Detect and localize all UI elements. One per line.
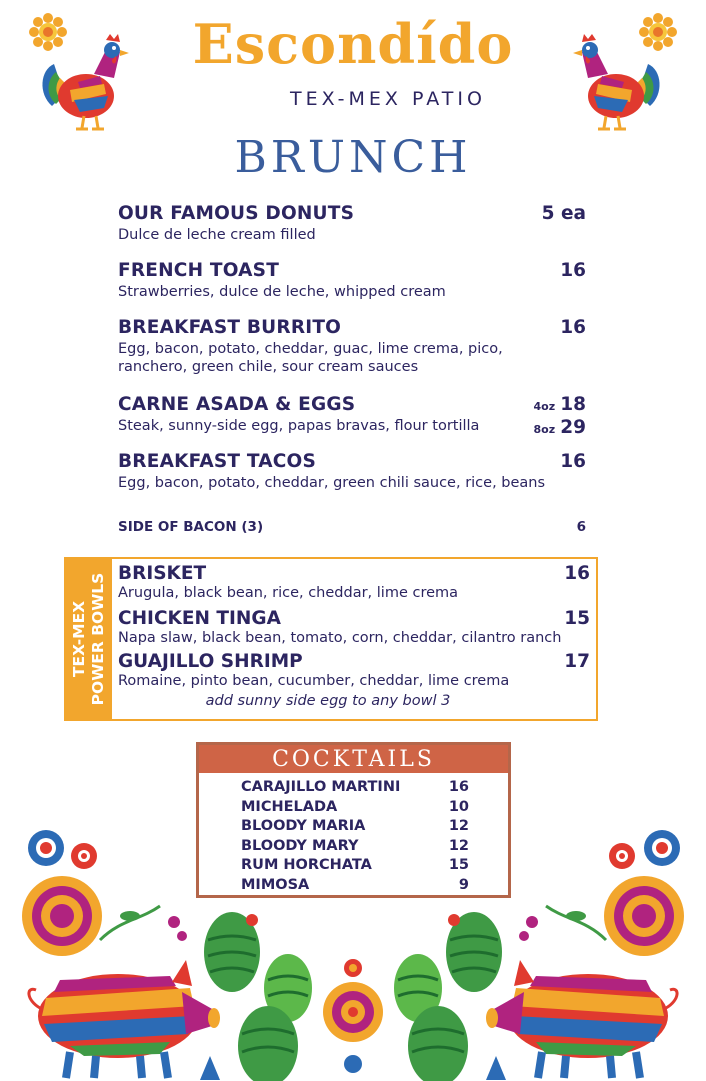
bowl-note: add sunny side egg to any bowl 3 xyxy=(205,693,451,709)
cocktail-item xyxy=(241,778,469,798)
bowl-price: 16 xyxy=(564,563,590,584)
item-price: 5 ea xyxy=(541,203,586,224)
tab-line: POWER BOWLS xyxy=(89,572,107,706)
bowl-description: Arugula, black bean, rice, cheddar, lime crema xyxy=(118,585,459,601)
menu-item xyxy=(118,451,588,492)
cocktail-price: 12 xyxy=(448,837,469,854)
size-prices xyxy=(534,394,586,440)
bowl-item xyxy=(118,651,590,689)
item-name: BREAKFAST BURRITO xyxy=(118,317,342,338)
size-option xyxy=(534,417,586,440)
cocktails-title: COCKTAILS xyxy=(199,745,508,773)
size-price: 29 xyxy=(560,417,586,438)
item-description: Egg, bacon, potato, cheddar, green chili sauce, rice, beans xyxy=(118,475,546,491)
side-item xyxy=(118,519,588,535)
item-price: 16 xyxy=(560,317,586,338)
cocktail-price: 15 xyxy=(448,857,469,874)
size-label: 8oz xyxy=(533,423,556,436)
rooster-icon xyxy=(34,34,130,132)
cocktail-name: MICHELADA xyxy=(241,798,338,815)
page-title: BRUNCH xyxy=(234,132,472,183)
cocktail-item xyxy=(241,856,469,876)
pig-icon xyxy=(29,960,220,1078)
bowl-description: Napa slaw, black bean, tomato, corn, cheddar, cilantro ranch xyxy=(118,630,562,646)
menu-item xyxy=(118,317,588,376)
bowl-name: BRISKET xyxy=(118,563,207,584)
flower-icon xyxy=(638,12,678,52)
power-bowls-label xyxy=(70,573,108,706)
bowl-price: 17 xyxy=(564,651,590,672)
item-description: Egg, bacon, potato, cheddar, guac, lime crema, pico, ranchero, green chile, sour cream sauces xyxy=(118,341,503,375)
cactus-icon xyxy=(394,912,502,1081)
logo xyxy=(172,12,534,110)
flower-icon xyxy=(71,843,97,869)
logo-subtitle: TEX-MEX PATIO xyxy=(290,88,486,110)
menu-item xyxy=(118,394,588,438)
pig-icon xyxy=(486,960,677,1078)
item-name: BREAKFAST TACOS xyxy=(118,451,316,472)
cocktail-item xyxy=(241,837,469,857)
flower-icon xyxy=(609,843,635,869)
item-name: OUR FAMOUS DONUTS xyxy=(118,203,355,224)
size-option xyxy=(534,394,586,417)
cocktail-item xyxy=(241,876,469,896)
cocktail-name: BLOODY MARIA xyxy=(241,818,366,835)
bowl-price: 15 xyxy=(564,608,590,629)
power-bowls-tab xyxy=(66,559,112,719)
menu-item xyxy=(118,260,588,301)
item-price: 16 xyxy=(560,260,586,281)
rooster-icon xyxy=(572,34,668,132)
menu-item xyxy=(118,203,588,244)
cocktail-name: BLOODY MARY xyxy=(241,837,359,854)
flower-icon xyxy=(22,876,102,956)
cocktail-price: 10 xyxy=(448,798,469,815)
flower-icon xyxy=(323,959,383,1073)
bowl-name: GUAJILLO SHRIMP xyxy=(118,651,303,672)
flower-icon xyxy=(604,876,684,956)
cocktail-price: 16 xyxy=(448,779,469,795)
flower-icon xyxy=(644,830,680,866)
cocktail-item xyxy=(241,798,469,818)
cactus-icon xyxy=(204,912,312,1081)
bowl-description: Romaine, pinto bean, cucumber, cheddar, lime crema xyxy=(118,673,510,689)
power-bowls-box xyxy=(64,557,598,721)
item-description: Strawberries, dulce de leche, whipped cream xyxy=(118,284,446,300)
flower-icon xyxy=(28,12,68,52)
size-label: 4oz xyxy=(533,400,556,413)
bowl-name: CHICKEN TINGA xyxy=(118,608,281,629)
cocktail-price: 12 xyxy=(448,818,469,835)
flower-icon xyxy=(28,830,64,866)
tab-line: TEX-MEX xyxy=(70,600,88,678)
cocktail-name: RUM HORCHATA xyxy=(241,857,372,874)
item-price: 16 xyxy=(560,451,586,472)
cocktail-name: MIMOSA xyxy=(241,877,310,893)
cocktail-item xyxy=(241,817,469,837)
side-price: 6 xyxy=(576,519,586,535)
item-name: CARNE ASADA & EGGS xyxy=(118,394,356,415)
side-name: SIDE OF BACON (3) xyxy=(118,519,264,535)
logo-title: Escondído xyxy=(192,12,514,76)
bowl-item xyxy=(118,608,590,646)
size-price: 18 xyxy=(560,394,586,415)
item-name: FRENCH TOAST xyxy=(118,260,280,281)
cocktail-name: CARAJILLO MARTINI xyxy=(241,779,401,795)
bowl-item xyxy=(118,563,590,601)
item-description: Steak, sunny-side egg, papas bravas, flour tortilla xyxy=(118,418,480,434)
cocktails-box xyxy=(196,742,511,898)
cocktail-price: 9 xyxy=(458,877,469,893)
item-description: Dulce de leche cream filled xyxy=(118,227,316,243)
